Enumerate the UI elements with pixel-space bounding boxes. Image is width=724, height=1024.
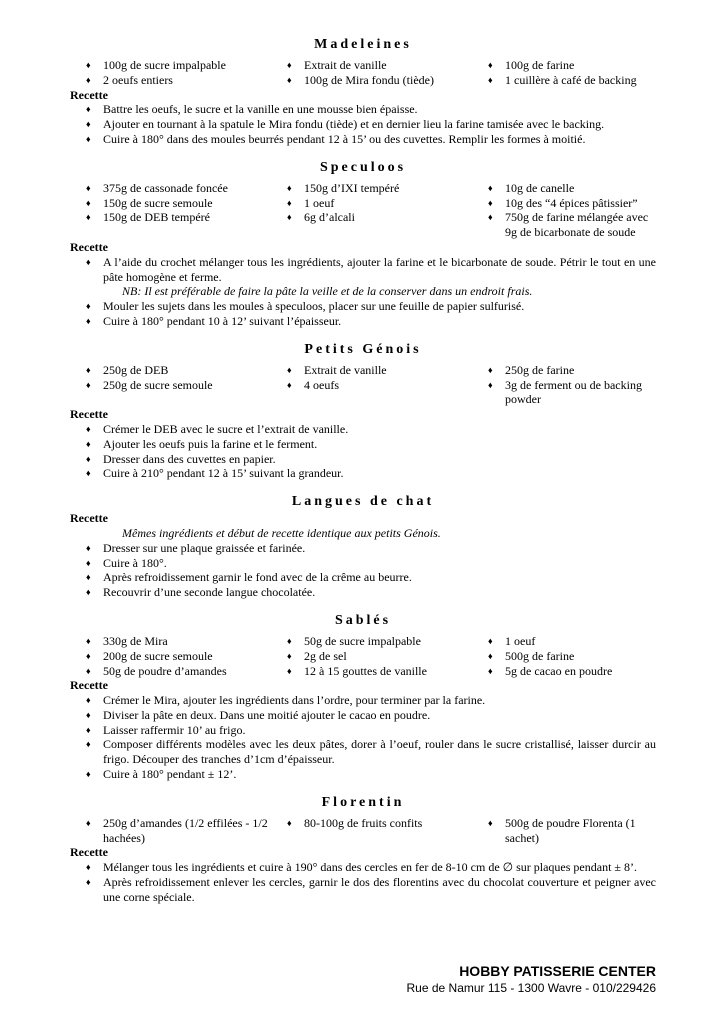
ingredient-list (70, 363, 656, 407)
recipe-step: ♦ Composer différents modèles avec les deux pâtes, dorer à l’oeuf, rouler dans le sucre cristallisé, laisser durcir au frigo. Découper des tranches d’1cm d’épaisseur. (70, 737, 656, 767)
ingredient-column (70, 58, 271, 88)
ingredient-item: ♦ 80-100g de fruits confits (271, 816, 472, 831)
recipe-step: ♦ Après refroidissement enlever les cercles, garnir le dos des florentins avec du chocolat couverture et peigner avec une corne spéciale. (70, 875, 656, 905)
ingredient-item: ♦ 150g d’IXI tempéré (271, 181, 472, 196)
ingredient-item: ♦ Extrait de vanille (271, 363, 472, 378)
recipe-step: ♦ Mélanger tous les ingrédients et cuire à 190° dans des cercles en fer de 8-10 cm de ∅ sur plaques pendant ± 8’. (70, 860, 656, 875)
recipe-label: Recette (70, 511, 108, 526)
ingredient-item: ♦ 5g de cacao en poudre (472, 664, 656, 679)
recipe-label: Recette (70, 87, 108, 102)
ingredient-item: ♦ 2g de sel (271, 649, 472, 664)
recipe-document (70, 36, 656, 917)
ingredient-item: ♦ 6g d’alcali (271, 210, 472, 225)
ingredient-list (70, 181, 656, 240)
ingredient-list (70, 634, 656, 678)
recipe-step: ♦ Cuire à 180° pendant 10 à 12’ suivant l’épaisseur. (70, 314, 656, 329)
ingredient-column (472, 634, 656, 678)
recipe-title: Florentin (321, 794, 405, 810)
ingredient-item: ♦ 750g de farine mélangée avec 9g de bicarbonate de soude (472, 210, 656, 240)
ingredient-item: ♦ 250g d’amandes (1/2 effilées - 1/2 hachées) (70, 816, 271, 846)
ingredient-item: ♦ 1 oeuf (271, 196, 472, 211)
recipe-title: Madeleines (314, 37, 412, 52)
ingredient-item: ♦ 3g de ferment ou de backing powder (472, 378, 656, 408)
ingredient-column (70, 363, 271, 407)
ingredient-column (271, 363, 472, 407)
recipe-title: Petits Génois (304, 341, 422, 357)
ingredient-item: ♦ 100g de sucre impalpable (70, 58, 271, 73)
ingredient-item: ♦ 1 oeuf (472, 634, 656, 649)
recipe-section (70, 612, 656, 782)
ingredient-item: ♦ 2 oeufs entiers (70, 73, 271, 88)
ingredient-item: ♦ 10g de canelle (472, 181, 656, 196)
recipe-step: ♦ Cuire à 180°. (70, 556, 656, 571)
ingredient-column (271, 58, 472, 88)
ingredient-column (472, 181, 656, 240)
recipe-step: ♦ Crémer le DEB avec le sucre et l’extrait de vanille. (70, 422, 656, 437)
ingredient-item: ♦ 12 à 15 gouttes de vanille (271, 664, 472, 679)
ingredient-item: ♦ 250g de farine (472, 363, 656, 378)
recipe-step: ♦ Laisser raffermir 10’ au frigo. (70, 723, 656, 738)
recipe-note: NB: Il est préférable de faire la pâte la veille et de la conserver dans un endroit frais. (122, 284, 533, 299)
recipe-title: Langues de chat (291, 494, 435, 510)
ingredient-column (271, 816, 472, 846)
company-address: Rue de Namur 115 - 1300 Wavre - 010/229426 (406, 981, 656, 995)
recipe-section (70, 159, 656, 329)
ingredient-list (70, 58, 656, 88)
ingredient-item: ♦ 1 cuillère à café de backing (472, 73, 656, 88)
company-name: HOBBY PATISSERIE CENTER (459, 963, 656, 979)
recipe-label: Recette (70, 845, 108, 860)
ingredient-item: ♦ 100g de Mira fondu (tiède) (271, 73, 472, 88)
recipe-step: ♦ Recouvrir d’une seconde langue chocolatée. (70, 585, 656, 600)
recipe-step: ♦ Ajouter en tournant à la spatule le Mira fondu (tiède) et en dernier lieu la farine tamisée avec le backing. (70, 117, 656, 132)
ingredient-item: ♦ 50g de sucre impalpable (271, 634, 472, 649)
recipe-title: Sablés (334, 612, 392, 628)
ingredient-item: ♦ 250g de DEB (70, 363, 271, 378)
recipe-section (70, 36, 656, 147)
ingredient-item: ♦ 500g de poudre Florenta (1 sachet) (472, 816, 656, 846)
recipe-note: Mêmes ingrédients et début de recette identique aux petits Génois. (122, 525, 441, 540)
recipe-step: ♦ A l’aide du crochet mélanger tous les ingrédients, ajouter la farine et le bicarbonate de soude. Pétrir le tout en une pâte homogène et ferme. (70, 255, 656, 285)
ingredient-item: ♦ 330g de Mira (70, 634, 271, 649)
footer (407, 962, 656, 996)
recipe-step: ♦ Crémer le Mira, ajouter les ingrédients dans l’ordre, pour terminer par la farine. (70, 693, 656, 708)
ingredient-column (70, 181, 271, 240)
ingredient-item: ♦ 4 oeufs (271, 378, 472, 393)
ingredient-column (70, 634, 271, 678)
ingredient-item: ♦ 150g de DEB tempéré (70, 210, 271, 225)
ingredient-list (70, 816, 656, 846)
ingredient-item: ♦ 375g de cassonade foncée (70, 181, 271, 196)
recipe-section (70, 493, 656, 600)
ingredient-item: ♦ Extrait de vanille (271, 58, 472, 73)
ingredient-column (70, 816, 271, 846)
recipe-step: ♦ Cuire à 210° pendant 12 à 15’ suivant la grandeur. (70, 466, 656, 481)
recipe-step: ♦ Diviser la pâte en deux. Dans une moitié ajouter le cacao en poudre. (70, 708, 656, 723)
recipe-step: ♦ Cuire à 180° pendant ± 12’. (70, 767, 656, 782)
recipe-step: ♦ Ajouter les oeufs puis la farine et le ferment. (70, 437, 656, 452)
recipe-step: ♦ Cuire à 180° dans des moules beurrés pendant 12 à 15’ ou des cuvettes. Remplir les formes à moitié. (70, 132, 656, 147)
recipe-step: ♦ Battre les oeufs, le sucre et la vanille en une mousse bien épaisse. (70, 102, 656, 117)
ingredient-column (271, 634, 472, 678)
ingredient-item: ♦ 10g des “4 épices pâtissier” (472, 196, 656, 211)
recipe-label: Recette (70, 678, 108, 693)
recipe-title: Speculoos (319, 159, 407, 175)
recipe-step: ♦ Mouler les sujets dans les moules à speculoos, placer sur une feuille de papier sulfurisé. (70, 299, 656, 314)
ingredient-item: ♦ 250g de sucre semoule (70, 378, 271, 393)
ingredient-item: ♦ 500g de farine (472, 649, 656, 664)
recipe-step: ♦ Après refroidissement garnir le fond avec de la crême au beurre. (70, 570, 656, 585)
ingredient-item: ♦ 50g de poudre d’amandes (70, 664, 271, 679)
ingredient-column (472, 816, 656, 846)
ingredient-column (271, 181, 472, 240)
recipe-label: Recette (70, 239, 108, 254)
recipe-step: ♦ Dresser dans des cuvettes en papier. (70, 452, 656, 467)
recipe-section (70, 794, 656, 905)
ingredient-column (472, 58, 656, 88)
recipe-section (70, 341, 656, 481)
ingredient-item: ♦ 200g de sucre semoule (70, 649, 271, 664)
ingredient-item: ♦ 150g de sucre semoule (70, 196, 271, 211)
ingredient-column (472, 363, 656, 407)
recipe-step: ♦ Dresser sur une plaque graissée et farinée. (70, 541, 656, 556)
ingredient-item: ♦ 100g de farine (472, 58, 656, 73)
recipe-label: Recette (70, 407, 108, 422)
